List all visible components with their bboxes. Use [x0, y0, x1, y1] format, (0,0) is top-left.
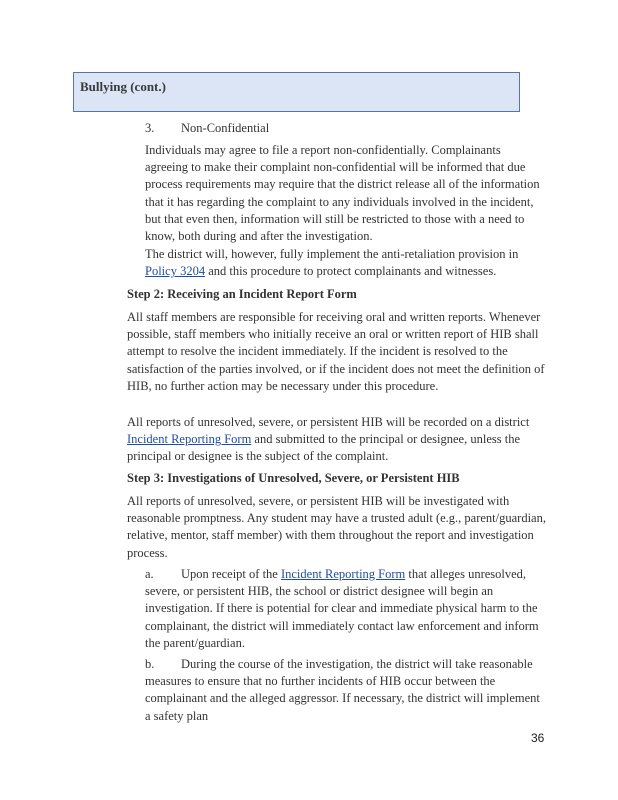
section-title: Bullying (cont.) — [80, 79, 166, 94]
incident-reporting-form-link-2[interactable]: Incident Reporting Form — [280, 567, 406, 581]
item-b-label: b. — [145, 657, 155, 671]
policy-3204-link[interactable]: Policy 3204 — [145, 264, 206, 279]
step-3-heading: Step 3: Investigations of Unresolved, Severe, or Persistent HIB — [127, 471, 460, 485]
text-segment: that alleges unresolved, severe, or persistent HIB, the school or district designee will begin an investigation. If there is potential for clear and immediate physical harm to the complainant, the district will immediately contact law enforcement and inform the parent/guardian. — [145, 567, 539, 650]
item-3-paragraph-2 — [145, 246, 545, 280]
item-3-number: 3. — [145, 121, 155, 135]
item-3-title: Non-Confidential — [181, 121, 270, 135]
section-header-box — [73, 72, 520, 112]
text-segment: The district will, however, fully implement the anti-retaliation provision in — [145, 247, 519, 261]
item-3-heading — [145, 120, 269, 137]
step-2-paragraph-1: All staff members are responsible for receiving oral and written reports. Whenever possible, staff members who initially receive an oral or written report of HIB shall attempt to resolve the incident immediately. If the incident is resolved to the satisfaction of the parties involved, or if the incident does not meet the definition of HIB, no further action may be necessary under this procedure. — [127, 310, 545, 393]
text-segment: and submitted to the principal or designee, unless the principal or designee is the subject of the complaint. — [127, 432, 520, 464]
text-segment: During the course of the investigation, the district will take reasonable measures to ensure that no further incidents of HIB occur between the complainant and the alleged aggressor. If necessary, the district will implement a safety plan — [145, 657, 540, 723]
page-number: 36 — [531, 731, 545, 745]
item-a-label: a. — [145, 567, 154, 581]
text-segment: All reports of unresolved, severe, or persistent HIB will be recorded on a district — [127, 415, 530, 429]
step-3-item-b — [145, 656, 547, 725]
text-segment: and this procedure to protect complainants and witnesses. — [205, 264, 497, 279]
step-3-paragraph-1: All reports of unresolved, severe, or persistent HIB will be investigated with reasonable promptness. Any student may have a trusted adult (e.g., parent/guardian, relative, mentor, staff member) with them throughout the report and investigation process. — [127, 494, 546, 560]
incident-reporting-form-link[interactable]: Incident Reporting Form — [127, 432, 252, 447]
step-2-paragraph-2 — [127, 414, 547, 466]
item-3-paragraph-1: Individuals may agree to file a report non-confidentially. Complainants agreeing to make their complaint non-confidential will be informed that due process requirements may require that the district release all of the information that it has regarding the complaint to any individuals involved in the incident, but that even then, information will still be restricted to those with a need to know, both during and after the investigation. — [145, 143, 540, 244]
step-2-heading: Step 2: Receiving an Incident Report Form — [127, 287, 357, 301]
step-3-item-a — [145, 566, 547, 652]
text-segment: Upon receipt of the — [181, 567, 281, 581]
